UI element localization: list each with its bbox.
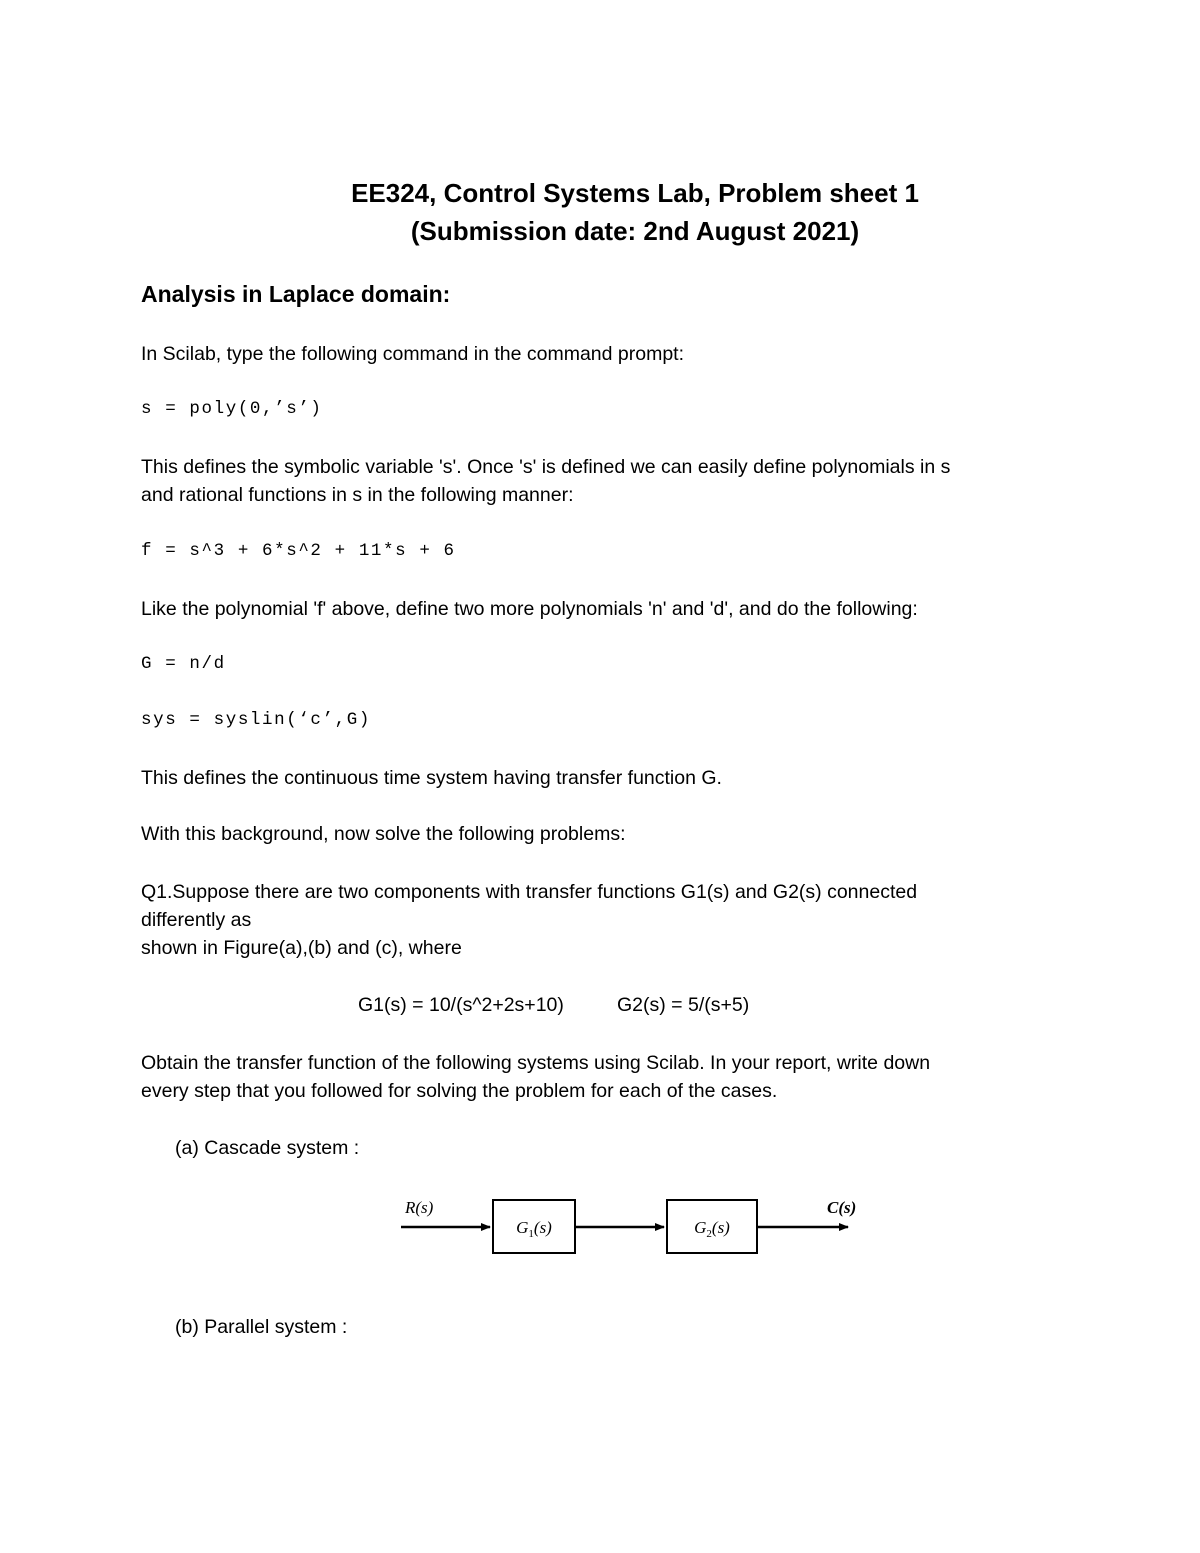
- block-g2-label: $G_2(s)$: [694, 1218, 730, 1240]
- continuous-paragraph: This defines the continuous time system having transfer function G.: [141, 767, 722, 789]
- case-a-label: (a) Cascade system :: [175, 1137, 360, 1159]
- page-title-line1: EE324, Control Systems Lab, Problem sheet 1: [351, 178, 919, 208]
- symbolic-paragraph-line1: This defines the symbolic variable 's'. Once 's' is defined we can easily define polynomials in s: [141, 456, 951, 478]
- equation-g1: G1(s) = 10/(s^2+2s+10): [358, 994, 564, 1016]
- code-poly: s = poly(0,’s’): [141, 399, 323, 419]
- q1-line2: differently as: [141, 909, 252, 931]
- intro-paragraph: In Scilab, type the following command in the command prompt:: [141, 343, 685, 365]
- obtain-paragraph-line2: every step that you followed for solving the problem for each of the cases.: [141, 1080, 778, 1102]
- symbolic-paragraph-line2: and rational functions in s in the following manner:: [141, 484, 574, 506]
- code-f: f = s^3 + 6*s^2 + 11*s + 6: [141, 541, 456, 561]
- case-b-label: (b) Parallel system :: [175, 1316, 348, 1338]
- input-label: R(s): [405, 1198, 434, 1217]
- block-g1-label: $G_1(s)$: [516, 1218, 552, 1240]
- cascade-block-diagram: [395, 1185, 865, 1275]
- code-G: G = n/d: [141, 654, 226, 674]
- q1-line3: shown in Figure(a),(b) and (c), where: [141, 937, 462, 959]
- q1-line1: Q1.Suppose there are two components with transfer functions G1(s) and G2(s) connected: [141, 881, 918, 903]
- output-label: C(s): [827, 1198, 857, 1217]
- code-sys: sys = syslin(‘c’,G): [141, 710, 371, 730]
- page-title-line2: (Submission date: 2nd August 2021): [410, 216, 860, 246]
- background-paragraph: With this background, now solve the following problems:: [141, 823, 626, 845]
- section-heading: Analysis in Laplace domain:: [141, 281, 451, 307]
- equation-g2: G2(s) = 5/(s+5): [617, 994, 750, 1016]
- like-paragraph: Like the polynomial 'f' above, define two more polynomials 'n' and 'd', and do the following:: [141, 598, 918, 620]
- obtain-paragraph-line1: Obtain the transfer function of the following systems using Scilab. In your report, write down: [141, 1052, 931, 1074]
